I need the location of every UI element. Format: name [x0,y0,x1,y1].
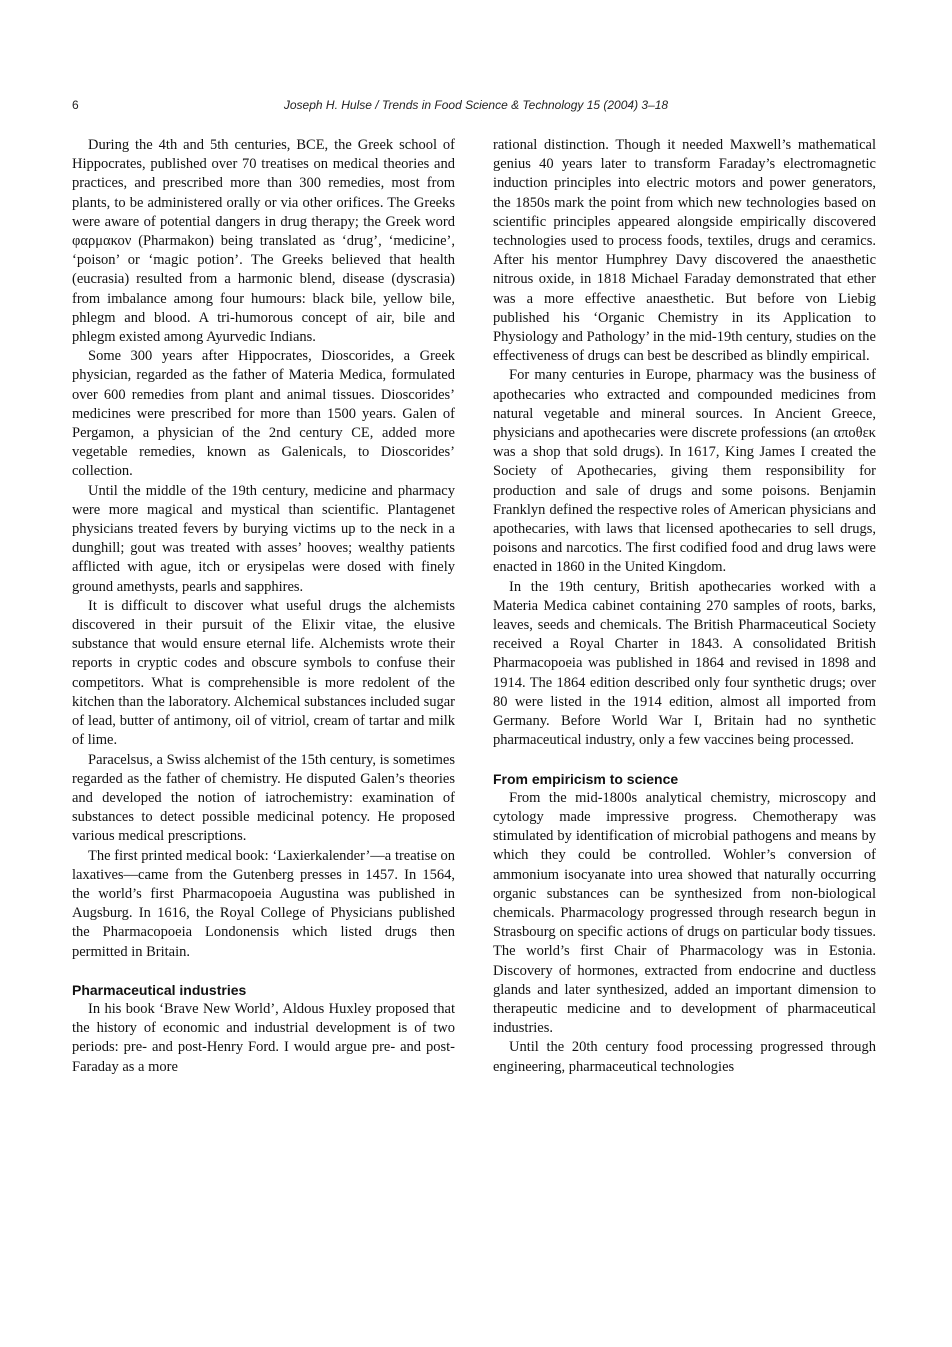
paragraph: Until the middle of the 19th century, medicine and pharmacy were more magical and mystical than scientific. Plantagenet physicians treated fevers by burying victims up to the neck in a dunghill; gout was treated with asses’ hooves; wealthy patients afflicted with ague, itch or erysipelas were dosed with finely ground amethysts, pearls and sapphires. [72,482,455,595]
page-number: 6 [72,98,79,112]
paragraph: From the mid-1800s analytical chemistry, microscopy and cytology made impressive progress. Chemotherapy was stimulated by identification of microbial pathogens and means by which they could be controlled. Wohler’s conversion of ammonium isocyanate into urea showed that naturally occurring organic substances can be synthesized from non-biological chemicals. Pharmacology progressed through research begun in Strasbourg on specific actions of drugs on particular body tissues. The world’s first Chair of Pharmacology was in Estonia. Discovery of hormones, extracted from endocrine and ductless glands and later synthesized, added an important dimension to therapeutic medicine and to development of pharmaceutical industries. [493,789,876,1037]
paragraph: Some 300 years after Hippocrates, Dioscorides, a Greek physician, regarded as the father of Materia Medica, formulated over 600 remedies from plant and animal tissues. Dioscorides’ medicines were prescribed for more than 1500 years. Galen of Pergamon, a physician of the 2nd century CE, added more vegetable remedies, known as Galenicals, to Dioscorides’ collection. [72,348,455,480]
running-title: Joseph H. Hulse / Trends in Food Science & Technology 15 (2004) 3–18 [283,98,669,112]
left-column [72,136,455,1077]
paragraph: During the 4th and 5th centuries, BCE, the Greek school of Hippocrates, published over 70 treatises on medical theories and practices, and prescribed more than 300 remedies, most from plants, to be administered orally or via other orifices. The Greeks were aware of potential dangers in drug therapy; the Greek word φαρμακον (Pharmakon) being translated as ‘drug’, ‘medicine’, ‘poison’ or ‘magic potion’. The Greeks believed that health (eucrasia) resulted from a harmonic blend, disease (dyscrasia) from imbalance among four humours: black bile, yellow bile, phlegm and blood. A tri-humorous concept of air, bile and phlegm existed among Ayurvedic Indians. [72,137,455,346]
paragraph: In the 19th century, British apothecaries worked with a Materia Medica cabinet containing 270 samples of roots, barks, leaves, seeds and chemicals. The British Pharmaceutical Society received a Royal Charter in 1843. A consolidated British Pharmacopoeia was published in 1864 and revised in 1898 and 1914. The 1864 edition described only four synthetic drugs; over 80 were listed in the 1914 edition, almost all imported from Germany. Before World War I, Britain had no synthetic pharmaceutical industry, only a few vaccines being processed. [493,578,876,749]
paragraph: rational distinction. Though it needed Maxwell’s mathematical genius 40 years later to transform Faraday’s electromagnetic induction principles into electric motors and power generators, the 1850s mark the point from which new technologies based on scientific principles appeared alongside empirically discovered technologies used to process foods, textiles, drugs and ceramics. After his mentor Humphrey Davy discovered the anaesthetic nitrous oxide, in 1818 Michael Faraday demonstrated that ether was a more effective anaesthetic. But before von Liebig published his ‘Organic Chemistry in its Application to Physiology and Pathology’ in the mid-19th century, studies on the effectiveness of drugs can best be described as blindly empirical. [493,137,876,365]
paragraph: For many centuries in Europe, pharmacy was the business of apothecaries who extracted and compounded medicines from natural vegetable and mineral sources. In Ancient Greece, physicians and apothecaries were discrete professions (an αποθεκ was a shop that sold drugs). In 1617, King James I created the Society of Apothecaries, giving them responsibility for production and sale of drugs and some poisons. Benjamin Franklyn defined the respective roles of American physicians and apothecaries, with laws that licensed apothecaries to sell drugs, poisons and narcotics. The first codified food and drug laws were enacted in 1860 in the United Kingdom. [493,367,876,576]
paragraph: It is difficult to discover what useful drugs the alchemists discovered in their pursuit of the Elixir vitae, the elusive substance that would ensure eternal life. Alchemists wrote their reports in cryptic codes and obscure symbols to confuse their competitors. What is comprehensible is more redolent of the kitchen than the laboratory. Alchemical substances included sugar of lead, butter of antimony, oil of vitriol, cream of tartar and milk of lime. [72,597,455,749]
paragraph: Paracelsus, a Swiss alchemist of the 15th century, is sometimes regarded as the father of chemistry. He disputed Galen’s theories and developed the notion of iatrochemistry: examination of substances to detect possible medicinal potency. He proposed various medical prescriptions. [72,751,455,845]
right-column [493,136,876,1077]
section-heading: Pharmaceutical industries [72,981,247,998]
paragraph: Until the 20th century food processing progressed through engineering, pharmaceutical technologies [493,1039,876,1075]
paragraph: In his book ‘Brave New World’, Aldous Huxley proposed that the history of economic and industrial development is of two periods: pre- and post-Henry Ford. I would argue pre- and post-Faraday as a more [72,1000,455,1075]
page-header [0,98,952,118]
section-heading: From empiricism to science [493,770,679,787]
paragraph: The first printed medical book: ‘Laxierkalender’—a treatise on laxatives—came from the Gutenberg presses in 1457. In 1564, the world’s first Pharmacopoeia Augustina was published in Augsburg. In 1616, the Royal College of Physicians published the Pharmacopoeia Londonensis which listed drugs then permitted in Britain. [72,847,455,960]
